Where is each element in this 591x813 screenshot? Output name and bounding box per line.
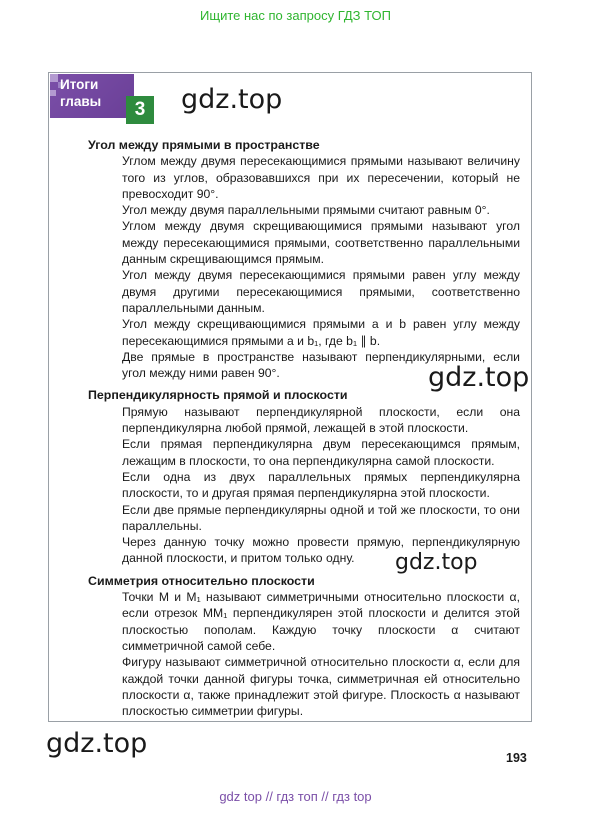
paragraph: Фигуру называют симметричной относительно плоскости α, если для каждой точки данной фигуры точка, симметричная ей относительно плоскости α, также принадлежит этой фигуре. Плоскость α называют плоскостью симметрии фигуры.: [122, 655, 520, 719]
section-angle-between-lines: [88, 137, 520, 381]
watermark: gdz.top: [46, 728, 148, 759]
paragraph: Угол между двумя параллельными прямыми считают равным 0°.: [122, 203, 490, 218]
label-line-1: Итоги: [60, 77, 99, 92]
section-line-plane-perpendicularity: [88, 387, 520, 566]
section-title: Угол между прямыми в пространстве: [88, 138, 320, 152]
chapter-number-badge: 3: [126, 96, 154, 124]
paragraph: Углом между двумя скрещивающимися прямыми называют угол между пересекающимися прямыми, соответственно параллельными данным скрещивающимся прямым.: [122, 219, 520, 267]
paragraph: Точки M и M₁ называют симметричными относительно плоскости α, если отрезок MM₁ перпендикулярен этой плоскости и делится этой плоскостью пополам. Каждую точку плоскости α считают симметричной самой себе.: [122, 590, 520, 653]
watermark: gdz.top: [395, 550, 478, 575]
section-title: Перпендикулярность прямой и плоскости: [88, 388, 348, 403]
chapter-summary-label: [60, 76, 101, 110]
bottom-banner: gdz top // гдз топ // гдз top: [219, 789, 372, 804]
decor-square: [50, 90, 56, 96]
paragraph: Углом между двумя пересекающимися прямыми называют величину того из углов, образовавшихся при их пересечении, который не превосходит 90°.: [122, 154, 520, 201]
paragraph: Угол между двумя пересекающимися прямыми равен углу между двумя другими пересекающимися прямыми, соответственно параллельными данным.: [122, 268, 520, 315]
paragraph: Угол между скрещивающимися прямыми a и b равен углу между пересекающимися прямыми a и b₁, где b₁ ∥ b.: [122, 317, 520, 348]
chapter-header: [50, 74, 154, 118]
page-number: 193: [506, 751, 527, 765]
paragraph: Если прямая перпендикулярна двум пересекающимся прямым, лежащим в плоскости, то она перпендикулярна самой плоскости.: [122, 437, 520, 468]
paragraph: Через данную точку можно провести прямую, перпендикулярную данной плоскости, и притом только одну.: [122, 535, 520, 566]
paragraph: Если две прямые перпендикулярны одной и той же плоскости, то они параллельны.: [122, 502, 520, 533]
paragraph: Если одна из двух параллельных прямых перпендикулярна плоскости, то и другая прямая перпендикулярна этой плоскости.: [122, 469, 520, 501]
watermark: gdz.top: [428, 362, 530, 393]
decor-square: [50, 74, 58, 82]
section-title: Симметрия относительно плоскости: [88, 573, 315, 588]
paragraph: Две прямые в пространстве называют перпендикулярными, если угол между ними равен 90°.: [122, 349, 520, 381]
section-plane-symmetry: [88, 573, 520, 720]
watermark: gdz.top: [181, 84, 283, 115]
top-banner: Ищите нас по запросу ГДЗ ТОП: [200, 8, 391, 23]
summary-content: [88, 137, 520, 725]
paragraph: Прямую называют перпендикулярной плоскости, если она перпендикулярна любой прямой, лежащей в этой плоскости.: [122, 404, 520, 436]
label-line-2: главы: [60, 94, 102, 109]
